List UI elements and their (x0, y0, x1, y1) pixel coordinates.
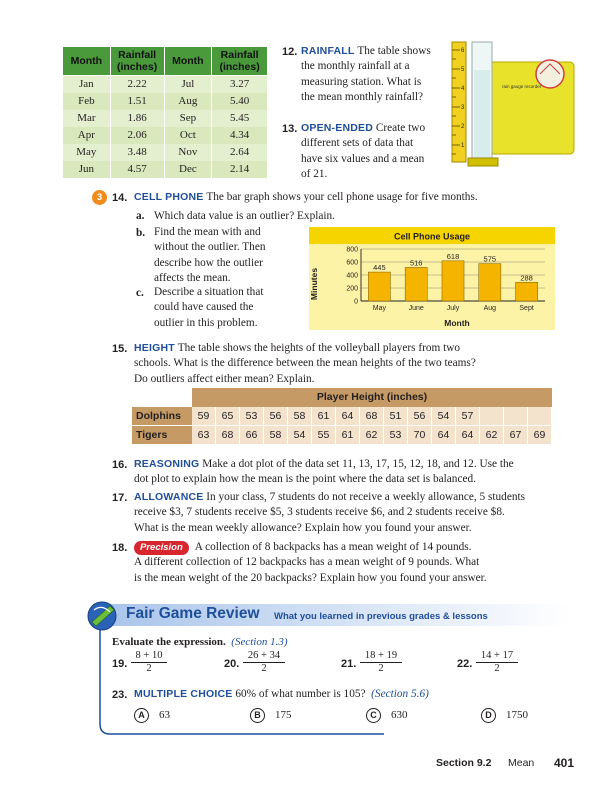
q18-number: 18. (112, 542, 128, 554)
q17-number: 17. (112, 492, 128, 504)
q13-number: 13. (282, 123, 298, 135)
chart-x-axis-label: Month (444, 318, 470, 328)
choice-c[interactable] (366, 708, 408, 723)
chart-y-axis-label: Minutes (309, 267, 319, 301)
fg-instruction-text: Evaluate the expression. (112, 636, 226, 648)
q16-number: 16. (112, 459, 128, 471)
q14c-line-2: could have caused the (154, 301, 254, 314)
q15-text (134, 341, 574, 387)
height-cell: 61 (312, 407, 336, 426)
q22-number: 22. (457, 658, 473, 670)
month-cell: Jun (63, 161, 111, 178)
height-cell: 64 (432, 426, 456, 445)
rainfall-cell: 5.40 (212, 93, 268, 110)
q19-denominator: 2 (146, 663, 152, 675)
fair-game-subtitle: What you learned in previous grades & lessons (274, 611, 488, 622)
rainfall-cell: 4.34 (212, 127, 268, 144)
month-cell: Sep (164, 110, 212, 127)
q12-line-1: The table shows (357, 45, 431, 57)
q15-line-1: The table shows the heights of the volleyball players from two (177, 342, 461, 354)
choice-d-letter: D (481, 708, 496, 723)
q16-text (134, 457, 574, 488)
q14b-line-2: without the outlier. Then (154, 241, 266, 254)
height-cell: 70 (408, 426, 432, 445)
q12-line-3: measuring station. What is (301, 75, 422, 88)
gauge-label: rain gauge recorder (502, 84, 542, 89)
x-tick-label: Sept (519, 305, 534, 312)
header-month-2: Month (164, 47, 212, 76)
q18-text (134, 540, 584, 586)
page-number: 401 (554, 756, 575, 770)
q18-line-3: is the mean weight of the 20 backpacks? Explain how you found your answer. (134, 571, 487, 584)
month-cell: Oct (164, 127, 212, 144)
rainfall-cell: 1.51 (110, 93, 164, 110)
rainfall-row (63, 93, 268, 110)
svg-text:5: 5 (461, 67, 465, 73)
q14-text (134, 190, 574, 205)
rain-gauge-illustration (448, 40, 578, 168)
q12-number: 12. (282, 46, 298, 58)
q23-number: 23. (112, 689, 128, 701)
q19-number: 19. (112, 658, 128, 670)
q20-fraction (243, 650, 285, 675)
q13-line-3: have six values and a mean (301, 152, 425, 165)
height-cell: 66 (240, 426, 264, 445)
bar-june (405, 267, 427, 301)
choice-a-value: 63 (159, 709, 170, 721)
q14b-line-4: affects the mean. (154, 271, 231, 284)
q14c-line-3: outlier in this problem. (154, 316, 258, 329)
choice-c-letter: C (366, 708, 381, 723)
q14c-letter: c. (136, 287, 144, 299)
choice-d-value: 1750 (506, 709, 528, 721)
y-tick-label: 0 (354, 298, 358, 306)
q16-line-2: dot plot to explain how the mean is the point where the data set is balanced. (134, 473, 476, 486)
height-cell: 59 (192, 407, 216, 426)
bar-sept (516, 282, 538, 301)
q21-fraction (360, 650, 402, 675)
rainfall-row (63, 161, 268, 178)
fair-game-title: Fair Game Review (126, 605, 260, 622)
rainfall-row (63, 76, 268, 93)
header-rainfall-2: Rainfall (inches) (212, 47, 268, 76)
q22-fraction (476, 650, 518, 675)
height-cell: 64 (456, 426, 480, 445)
q14-heading: CELL PHONE (134, 191, 204, 203)
rainfall-row (63, 110, 268, 127)
rainfall-cell: 3.48 (110, 144, 164, 161)
x-tick-label: Aug (483, 305, 497, 312)
q15-number: 15. (112, 343, 128, 355)
q14b-text (154, 225, 304, 286)
height-cell: 68 (216, 426, 240, 445)
height-cell: 58 (264, 426, 288, 445)
choice-a[interactable] (134, 708, 170, 723)
q21-numerator: 18 + 19 (360, 650, 402, 663)
q14b-line-3: describe how the outlier (154, 256, 263, 269)
q16-heading: REASONING (134, 458, 200, 470)
height-cell: 68 (360, 407, 384, 426)
choice-b-value: 175 (275, 709, 292, 721)
height-cell: 67 (504, 426, 528, 445)
height-cell: 63 (192, 426, 216, 445)
cell-phone-usage-chart (309, 227, 555, 330)
bar-july (442, 261, 464, 301)
q14a-text: Which data value is an outlier? Explain. (154, 210, 335, 222)
x-tick-label: June (408, 305, 424, 312)
rainfall-row (63, 127, 268, 144)
precision-badge: Precision (134, 541, 189, 555)
q18-line-1: A collection of 8 backpacks has a mean weight of 14 pounds. (194, 541, 472, 553)
q23-question: 60% of what number is 105? (235, 688, 366, 700)
month-cell: Mar (63, 110, 111, 127)
q20-number: 20. (224, 658, 240, 670)
height-cell: 64 (336, 407, 360, 426)
month-cell: Apr (63, 127, 111, 144)
q14b-line-1: Find the mean with and (154, 226, 261, 238)
fg-instruction-ref: (Section 1.3) (231, 636, 288, 648)
q12-heading: RAINFALL (301, 45, 355, 57)
choice-a-letter: A (134, 708, 149, 723)
bar-value-label: 575 (483, 254, 497, 264)
player-height-title: Player Height (inches) (192, 388, 552, 407)
q19-fraction (131, 650, 167, 675)
q13-text (301, 121, 446, 182)
month-cell: Dec (164, 161, 212, 178)
q17-text (134, 490, 584, 536)
q13-line-2: different sets of data that (301, 137, 414, 150)
y-tick-label: 600 (346, 259, 358, 267)
q23-heading: MULTIPLE CHOICE (134, 688, 233, 700)
q14-intro: The bar graph shows your cell phone usage for five months. (206, 191, 478, 203)
height-cell: 62 (360, 426, 384, 445)
height-cell: 53 (384, 426, 408, 445)
q20-numerator: 26 + 34 (243, 650, 285, 663)
q23-ref: (Section 5.6) (371, 688, 429, 700)
rainfall-cell: 2.22 (110, 76, 164, 93)
rainfall-cell: 2.06 (110, 127, 164, 144)
bar-aug (479, 264, 501, 301)
q17-heading: ALLOWANCE (134, 491, 204, 503)
team-name: Tigers (132, 426, 192, 445)
month-cell: May (63, 144, 111, 161)
q22-numerator: 14 + 17 (476, 650, 518, 663)
q12-line-4: the mean monthly rainfall? (301, 90, 424, 103)
q18-line-2: A different collection of 12 backpacks has a mean weight of 9 pounds. What (134, 556, 480, 569)
height-cell: 62 (480, 426, 504, 445)
q15-line-3: Do outliers affect either mean? Explain. (134, 372, 315, 385)
height-row-tigers (132, 426, 552, 445)
footer-topic: Mean (508, 757, 535, 769)
height-cell: 57 (456, 407, 480, 426)
svg-text:2: 2 (461, 124, 465, 130)
q14-number: 14. (112, 192, 128, 204)
rainfall-cell: 3.27 (212, 76, 268, 93)
height-cell: 54 (288, 426, 312, 445)
height-cell: 61 (336, 426, 360, 445)
header-month-1: Month (63, 47, 111, 76)
bar-value-label: 618 (446, 251, 460, 261)
rainfall-table-header (63, 47, 268, 76)
height-cell: 58 (288, 407, 312, 426)
q20-denominator: 2 (261, 663, 267, 675)
q17-line-1: In your class, 7 students do not receive a weekly allowance, 5 students (206, 491, 526, 503)
svg-text:6: 6 (461, 48, 465, 54)
rainfall-cell: 5.45 (212, 110, 268, 127)
rainfall-cell: 2.64 (212, 144, 268, 161)
footer-section: Section 9.2 (436, 757, 492, 769)
choice-c-value: 630 (391, 709, 408, 721)
q23-text (134, 687, 554, 702)
y-tick-label: 800 (346, 246, 358, 254)
month-cell: Jan (63, 76, 111, 93)
rainfall-row (63, 144, 268, 161)
team-name: Dolphins (132, 407, 192, 426)
y-tick-label: 200 (346, 285, 358, 293)
q21-denominator: 2 (378, 663, 384, 675)
height-cell: 56 (408, 407, 432, 426)
height-cell: 65 (216, 407, 240, 426)
q15-line-2: schools. What is the difference between the mean heights of the two teams? (134, 357, 476, 370)
month-cell: Nov (164, 144, 212, 161)
q22-denominator: 2 (494, 663, 500, 675)
height-row-dolphins (132, 407, 552, 426)
chart-title: Cell Phone Usage (393, 231, 471, 242)
choice-d[interactable] (481, 708, 528, 723)
svg-text:4: 4 (461, 86, 465, 92)
height-cell: 56 (264, 407, 288, 426)
q15-heading: HEIGHT (134, 342, 175, 354)
height-cell: 54 (432, 407, 456, 426)
month-cell: Aug (164, 93, 212, 110)
q17-line-2: receive $3, 7 students receive $5, 3 students receive $6, and 2 students receive $8. (134, 506, 505, 519)
bar-value-label: 288 (520, 273, 533, 283)
q12-line-2: the monthly rainfall at a (301, 60, 410, 73)
month-cell: Feb (63, 93, 111, 110)
q14b-letter: b. (136, 227, 146, 239)
player-height-table (132, 388, 552, 445)
rainfall-table (62, 46, 268, 178)
svg-text:1: 1 (461, 143, 465, 149)
y-tick-label: 400 (346, 272, 358, 280)
x-tick-label: May (372, 305, 387, 312)
q16-line-1: Make a dot plot of the data set 11, 13, 17, 15, 12, 18, and 12. Use the (202, 458, 514, 470)
rainfall-cell: 1.86 (110, 110, 164, 127)
q14c-line-1: Describe a situation that (154, 286, 264, 298)
choice-b-letter: B (250, 708, 265, 723)
height-cell: 53 (240, 407, 264, 426)
q17-line-3: What is the mean weekly allowance? Explain how you found your answer. (134, 521, 472, 534)
x-tick-label: July (446, 305, 460, 312)
svg-text:3: 3 (461, 105, 465, 111)
height-cell: 51 (384, 407, 408, 426)
q13-line-1: Create two (375, 122, 426, 134)
fg-instruction (112, 635, 287, 650)
q13-line-4: of 21. (301, 167, 328, 180)
height-cell: 69 (528, 426, 552, 445)
height-cell (528, 407, 552, 426)
rainfall-cell: 2.14 (212, 161, 268, 178)
rainfall-cell: 4.57 (110, 161, 164, 178)
q19-numerator: 8 + 10 (131, 650, 167, 663)
q14a-letter: a. (136, 210, 145, 222)
bar-may (368, 272, 390, 301)
height-cell (480, 407, 504, 426)
bar-value-label: 516 (409, 258, 423, 268)
q13-heading: OPEN-ENDED (301, 122, 374, 134)
bar-value-label: 445 (373, 263, 386, 273)
choice-b[interactable] (250, 708, 292, 723)
q14c-text (154, 285, 304, 331)
height-cell: 55 (312, 426, 336, 445)
difficulty-badge: 3 (92, 190, 107, 205)
q12-text (301, 44, 446, 105)
month-cell: Jul (164, 76, 212, 93)
height-cell (504, 407, 528, 426)
header-rainfall-1: Rainfall (inches) (110, 47, 164, 76)
q21-number: 21. (341, 658, 357, 670)
